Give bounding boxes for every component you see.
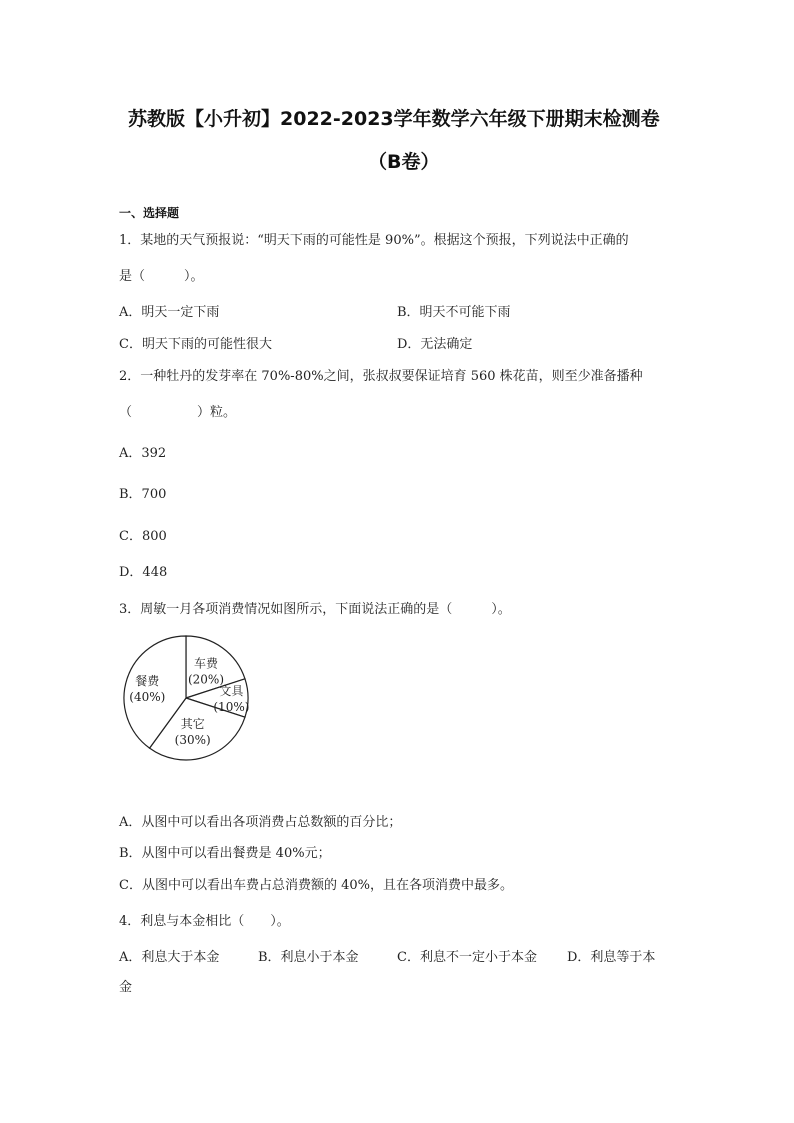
question-1-option-c[interactable]: C．明天下雨的可能性很大 [119, 337, 272, 352]
question-3-option-b[interactable]: B．从图中可以看出餐费是 40%元； [119, 846, 331, 861]
pie-label-其它: 其它 [180, 717, 205, 731]
page-subtitle: （B卷） [368, 151, 440, 173]
question-2-option-d[interactable]: D．448 [119, 565, 168, 580]
question-3-text: 3．周敏一月各项消费情况如图所示，下面说法正确的是（ ）。 [119, 602, 511, 617]
question-2-option-a[interactable]: A．392 [119, 446, 167, 461]
pie-value-label-餐费: (40%) [129, 690, 166, 704]
question-4-option-a[interactable]: A．利息大于本金 [119, 950, 220, 965]
question-2-option-b[interactable]: B．700 [119, 487, 167, 502]
question-1-option-b[interactable]: B．明天不可能下雨 [397, 305, 511, 320]
question-2-text-cont: （ ）粒。 [119, 405, 237, 420]
question-2-option-c[interactable]: C．800 [119, 529, 167, 544]
page-title: 苏教版【小升初】2022-2023学年数学六年级下册期末检测卷 [128, 108, 660, 130]
question-3-option-c[interactable]: C．从图中可以看出车费占总消费额的 40%，且在各项消费中最多。 [119, 878, 513, 893]
pie-label-文具: 文具 [219, 684, 244, 698]
question-4-option-b[interactable]: B．利息小于本金 [258, 950, 359, 965]
question-1-option-a[interactable]: A．明天一定下雨 [119, 305, 220, 320]
pie-label-车费: 车费 [193, 656, 219, 671]
question-3-option-a[interactable]: A．从图中可以看出各项消费占总数额的百分比； [119, 815, 402, 830]
section-heading: 一、选择题 [119, 206, 180, 220]
pie-label-餐费: 餐费 [135, 674, 160, 688]
question-1-text-cont: 是（ ）。 [119, 269, 204, 284]
pie-value-label-其它: (30%) [174, 733, 211, 747]
question-2-text: 2．一种牡丹的发芽率在 70%-80%之间，张叔叔要保证培育 560 株花苗，则至少准备播种 [119, 369, 643, 384]
pie-value-label-车费: (20%) [187, 672, 225, 687]
question-1-option-d[interactable]: D．无法确定 [397, 337, 473, 352]
question-4-option-c[interactable]: C．利息不一定小于本金 [397, 950, 537, 965]
question-4-option-d[interactable]: D．利息等于本 [567, 950, 656, 965]
question-1-text: 1．某地的天气预报说：“明天下雨的可能性是 90%”。根据这个预报，下列说法中正确的 [119, 233, 629, 248]
pie-chart [118, 632, 254, 764]
pie-value-label-文具: (10%) [213, 700, 250, 714]
question-4-option-d-cont: 金 [119, 980, 133, 995]
question-4-text: 4．利息与本金相比（ ）。 [119, 914, 290, 929]
